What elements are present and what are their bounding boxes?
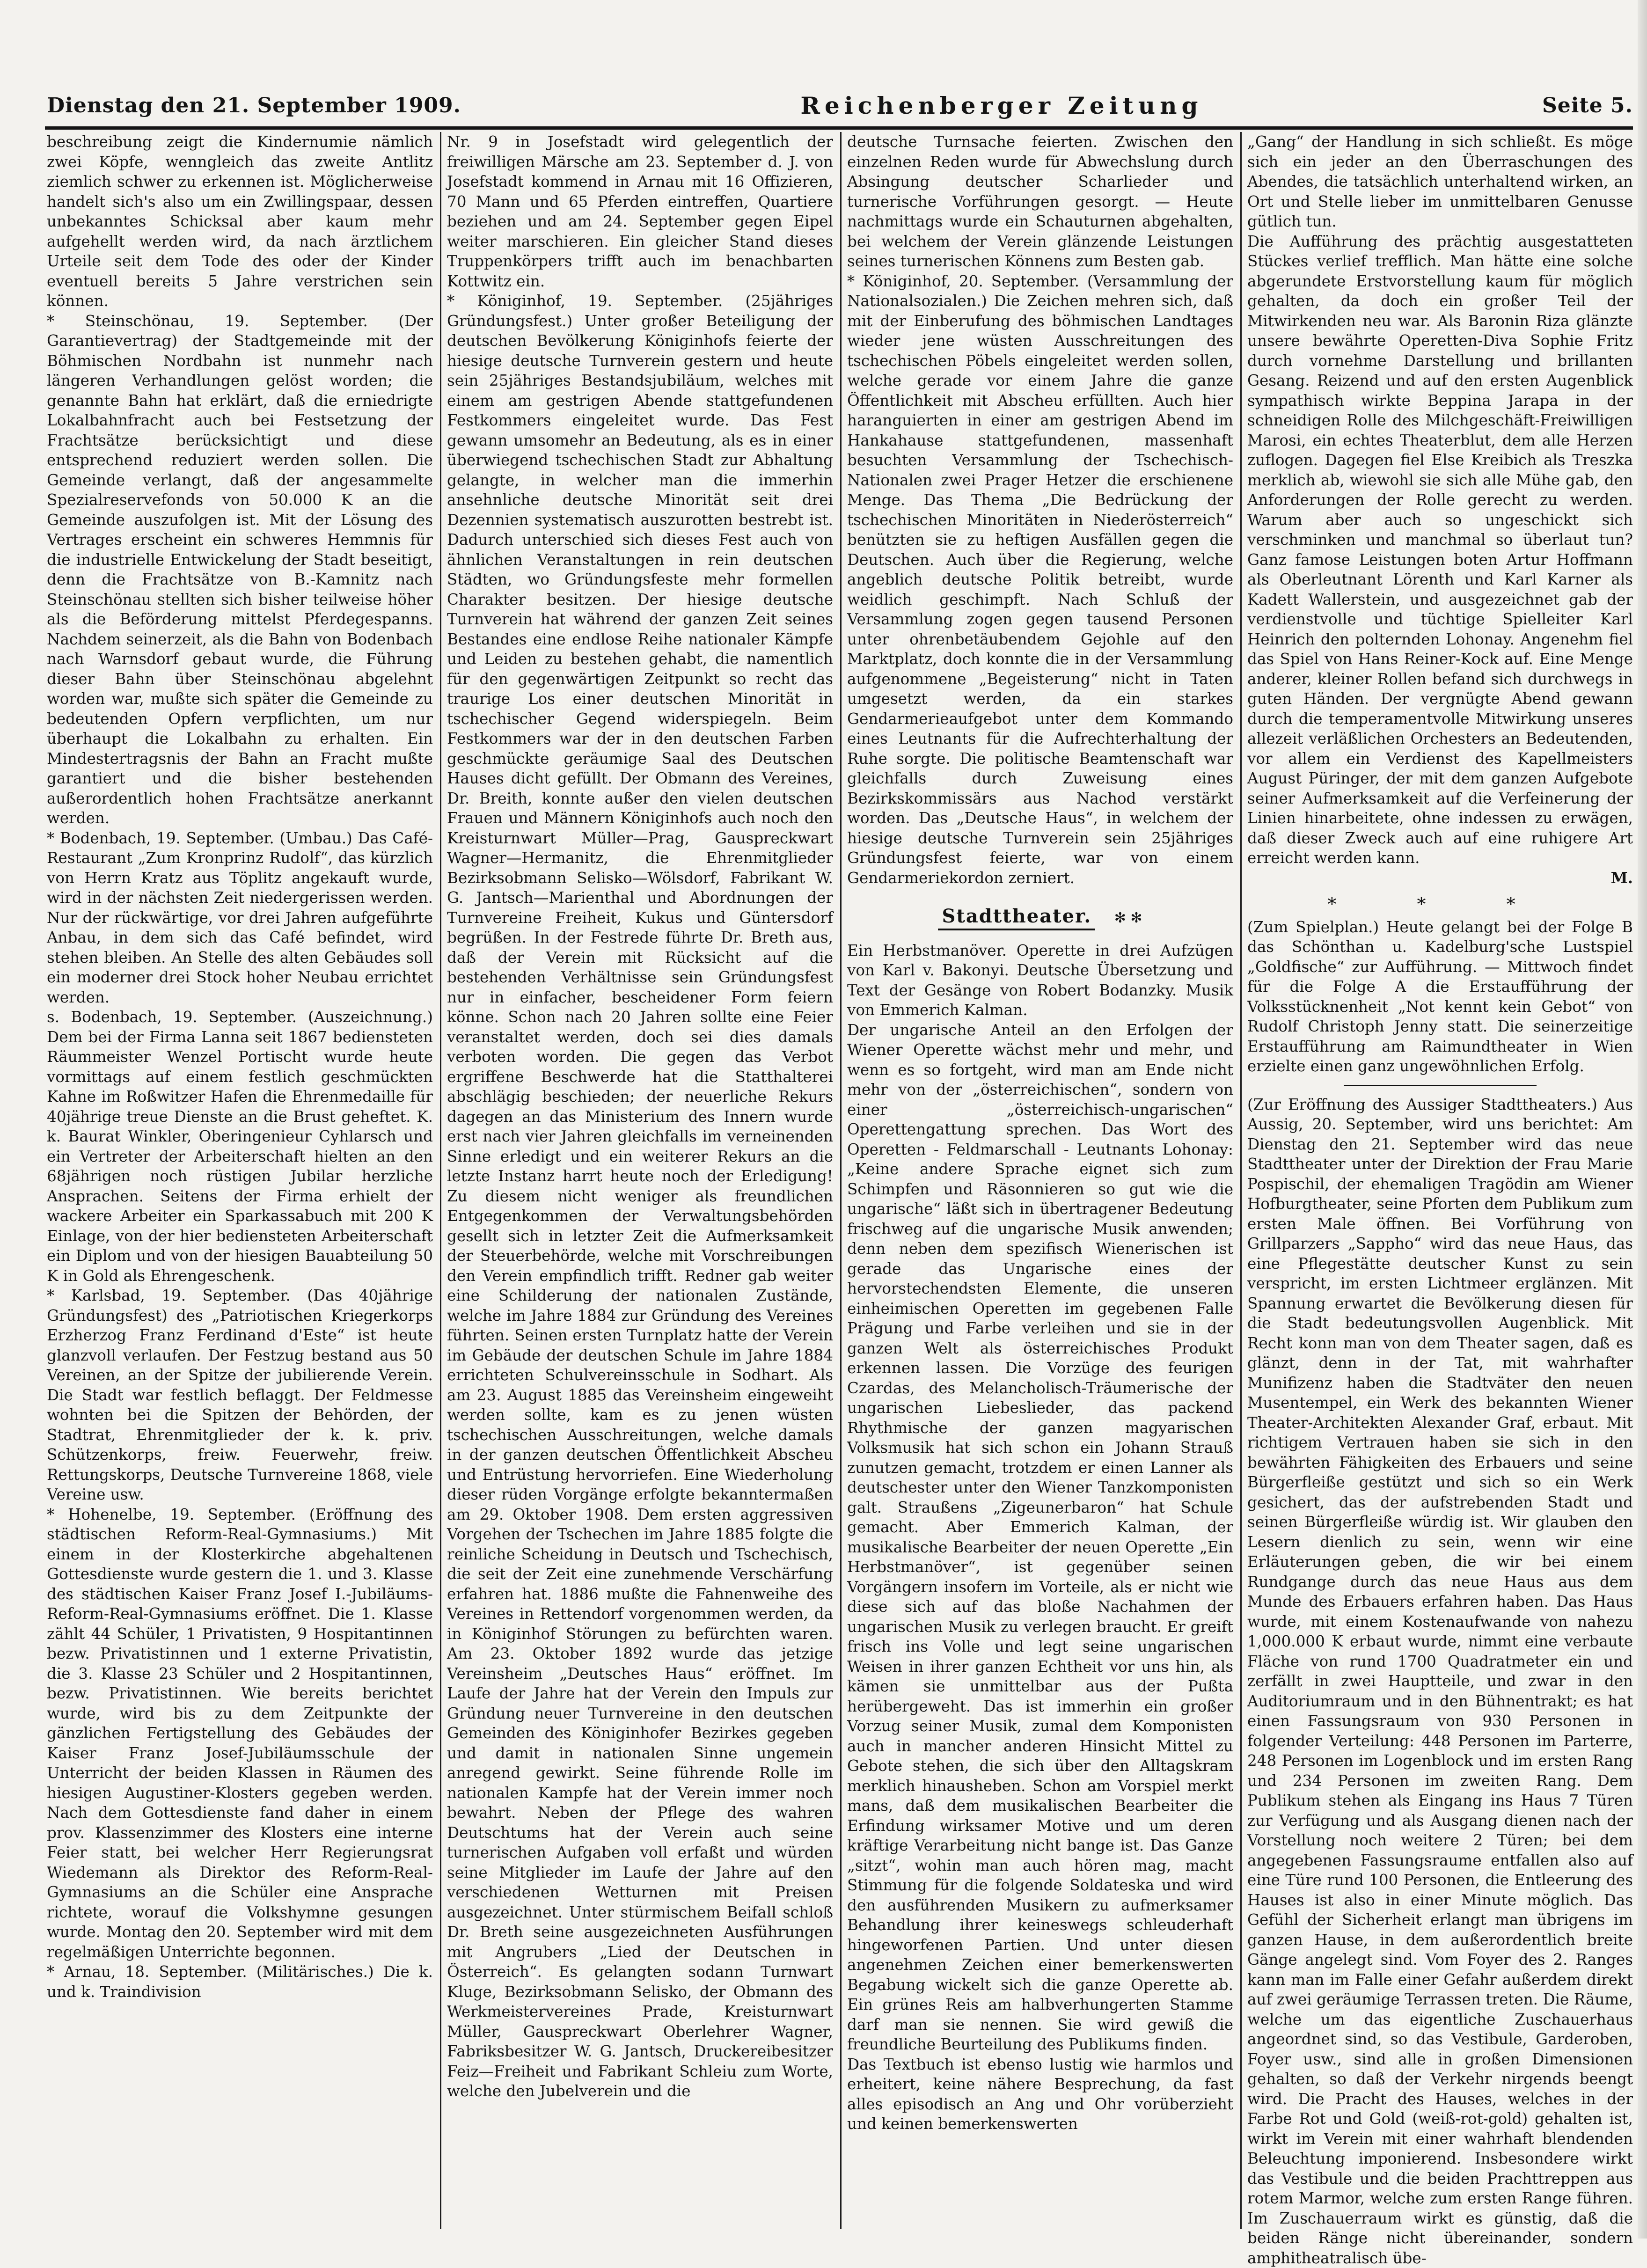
- article-spielplan: (Zum Spielplan.) Heute gelangt bei der Folge B das Schönthan u. Kadelburg'sche Lustspiel „Goldfische“ zur Aufführung. — Mittwoch findet für die Folge A die Erstaufführung der Volksstücknenheit „Not kennt kein Gebot“ von Rudolf Christoph Jenny statt. Die seinerzeitige Erstaufführung am Raimundtheater in Wien erzielte einen ganz ungewöhnlichen Erfolg.: [1247, 917, 1633, 1076]
- column-2: [447, 132, 833, 2229]
- section-heading-wrap: [847, 907, 1233, 930]
- header-rule: [45, 126, 1633, 130]
- article-bodenbach-umbau: * Bodenbach, 19. September. (Umbau.) Das Café-Restaurant „Zum Kronprinz Rudolf“, das kürzlich von Herrn Kratz aus Töplitz angekauft wurde, wird in der nächsten Zeit niedergerissen werden. Nur der rückwärtige, vor drei Jahren aufgeführte Anbau, in dem sich das Café befindet, wird stehen bleiben. An Stelle des alten Gebäudes soll ein moderner drei Stock hoher Neubau errichtet werden.: [47, 828, 433, 1008]
- column-divider: [440, 132, 441, 2229]
- article-steinschoenau: * Steinschönau, 19. September. (Der Garantievertrag) der Stadtgemeinde mit der Böhmischen Nordbahn ist nunmehr nach längeren Verhandlungen gelöst worden; die genannte Bahn hat erklärt, daß die erniedrigte Lokalbahnfracht auch bei Festsetzung der Frachtsätze berücksichtigt und diese entsprechend reduziert werden sollen. Die Gemeinde verlangt, daß der angesammelte Spezialreservefonds von 50.000 K an die Gemeinde auszufolgen ist. Mit der Lösung des Vertrages erscheint ein schweres Hemmnis für die industrielle Entwickelung der Stadt beseitigt, denn die Frachtsätze von B.-Kamnitz nach Steinschönau stellten sich bisher teilweise höher als die Beförderung mittelst Pferdegespanns. Nachdem seinerzeit, als die Bahn von Bodenbach nach Warnsdorf gebaut wurde, die Führung dieser Bahn über Steinschönau abgelehnt worden war, mußte sich später die Gemeinde zu bedeutenden Opfern verpflichten, um nur überhaupt die Lokalbahn zu erhalten. Ein Mindestertragsnis der Bahn an Fracht mußte garantiert und die bisher bestehenden außerordentlich hohen Frachtsätze anerkannt werden.: [47, 311, 433, 828]
- article-arnau: * Arnau, 18. September. (Militärisches.) Die k. und k. Traindivision: [47, 1962, 433, 2002]
- article-bodenbach-auszeichnung: s. Bodenbach, 19. September. (Auszeichnung.) Dem bei der Firma Lanna seit 1867 bediensteten Räummeister Wenzel Portischt wurde heute vormittags auf einem festlich geschmückten Kahne im Roßwitzer Hafen die Ehrenmedaille für 40jährige treue Dienste an die Brust geheftet. K. k. Baurat Winkler, Oberingenieur Cyhlarsch und ein Vertreter der Arbeiterschaft hielten an den 68jährigen noch rüstigen Jubilar herzliche Ansprachen. Seitens der Firma erhielt der wackere Arbeiter ein Sparkassabuch mit 200 K Einlage, von der hier bediensteten Arbeiterschaft ein Diplom und von der hiesigen Bauabteilung 50 K in Gold als Ehrengeschenk.: [47, 1007, 433, 1286]
- column-3: [847, 132, 1233, 2229]
- review-performance: Die Aufführung des prächtig ausgestatteten Stückes verlief trefflich. Man hätte eine solche abgerundete Erstvorstellung kaum für möglich gehalten, da doch ein großer Teil der Mitwirkenden neu war. Als Baronin Riza glänzte unsere bewährte Operetten-Diva Sophie Fritz durch vornehme Darstellung und brillanten Gesang. Reizend und auf den ersten Augenblick sympathisch wirkte Beppina Jarapa in der schneidigen Rolle des Milchgeschäft-Freiwilligen Marosi, ein echtes Theaterblut, dem alle Herzen zuflogen. Dagegen fiel Else Kreibich als Treszka merklich ab, wiewohl sie sich alle Mühe gab, den Anforderungen der Rolle gerecht zu werden. Warum aber auch so ungeschickt sich verschminken und manchmal so überlaut tun? Ganz famose Leistungen boten Artur Hoffmann als Oberleutnant Lörenth und Karl Karner als Kadett Wallerstein, und ausgezeichnet gab der verdienstvolle und tüchtige Spielleiter Karl Heinrich den polternden Lohonay. Angenehm fiel das Spiel von Hans Reiner-Kock auf. Eine Menge anderer, kleiner Rollen befand sich durchwegs in guten Händen. Der vergnügte Abend gewann durch die temperamentvolle Mitwirkung unseres allezeit verläßlichen Orchesters an Bedeutenden, vor allem ein Verdienst des Kapellmeisters August Püringer, der mit dem ganzen Aufgebote seiner Aufmerksamkeit auf die Verfeinerung der Linien hinarbeitete, ohne indessen zu erwägen, daß dieser Zweck auch auf eine ruhigere Art erreicht werden kann.: [1247, 232, 1633, 868]
- section-title-stadttheater: Stadttheater.: [938, 907, 1095, 930]
- page-number: Seite 5.: [1542, 94, 1633, 117]
- article-aussig-theater: (Zur Eröffnung des Aussiger Stadttheaters.) Aus Aussig, 20. September, wird uns berichtet: Am Dienstag den 21. September wird das neue Stadttheater unter der Direktion der Frau Marie Pospischil, der ehemaligen Tragödin am Wiener Hofburgtheater, seine Pforten dem Publikum zum ersten Male öffnen. Bei Vorführung von Grillparzers „Sappho“ wird das neue Haus, das eine Pflegestätte deutscher Kunst zu sein verspricht, im ersten Lichtmeer erglänzen. Mit Spannung erwartet die Bevölkerung diesen für die Stadt bedeutungsvollen Augenblick. Mit Recht konn man von dem Theater sagen, daß es glänzt, denn in der Tat, mit wahrhafter Munifizenz haben die Stadtväter den neuen Musentempel, ein Werk des bekannten Wiener Theater-Architekten Alexander Graf, erbaut. Mit richtigem Vertrauen haben sie sich in den bewährten Fähigkeiten des Erbauers und seine Bürgerfleiße gestützt und sich so ein Werk gesichert, das der aufstrebenden Stadt und seinen Bürgerfleiße würdig ist. Wir glauben den Lesern dienlich zu sein, wenn wir eine Erläuterungen geben, die wir bei einem Rundgange durch das neue Haus aus dem Munde des Erbauers erfahren haben. Das Haus wurde, mit einem Kostenaufwande von nahezu 1,000.000 K erbaut wurde, nimmt eine verbaute Fläche von rund 1700 Quadratmeter ein und zerfällt in zwei Hauptteile, und zwar in den Auditoriumraum und in den Bühnentrakt; es hat einen Fassungsraum von 930 Personen in folgender Verteilung: 448 Personen im Parterre, 248 Personen im Logenblock und im ersten Rang und 234 Personen im zweiten Rang. Dem Publikum stehen als Eingang ins Haus 7 Türen zur Verfügung und als Ausgang dienen nach der Vorstellung noch weitere 2 Türen; bei dem angegebenen Fassungsraume entfallen also auf eine Türe rund 100 Personen, die Entleerung des Hauses ist also in einer Minute möglich. Das Gefühl der Sicherheit erlangt man übrigens im ganzen Hause, in dem außerordentlich breite Gänge angelegt sind. Vom Foyer des 2. Ranges kann man im Falle einer Gefahr außerdem direkt auf zwei geräumige Terrassen treten. Die Räume, welche um das eigentliche Zuschauerhaus angeordnet sind, so das Vestibule, Garderoben, Foyer usw., sind alle in großen Dimensionen gehalten, so daß der Verkehr nirgends beengt wird. Die Pracht des Hauses, welches in der Farbe Rot und Gold (weiß-rot-gold) gehalten ist, wirkt im Verein mit einer wahrhaft blendenden Beleuchtung imponierend. Insbesondere wirkt das Vestibule und die beiden Prachttreppen aus rotem Marmor, welche zum ersten Range führen. Im Zuschauerraum wirkt es günstig, daß die beiden Ränge nicht übereinander, sondern amphitheatralisch übe-: [1247, 1095, 1633, 2268]
- article-koeniginhof-continued: deutsche Turnsache feierten. Zwischen den einzelnen Reden wurde für Abwechslung durch Absingung deutscher Scharlieder und turnerische Vorführungen gesorgt. — Heute nachmittags wurde ein Schauturnen abgehalten, bei welchem der Verein glänzende Leistungen seines turnerischen Könnens zum Besten gab.: [847, 132, 1233, 271]
- text-columns: [47, 132, 1633, 2229]
- article-koeniginhof-versammlung: * Königinhof, 20. September. (Versammlung der Nationalsozialen.) Die Zeichen mehren sich, daß mit der Einberufung des böhmischen Landtages wieder jene wüsten Ausschreitungen des tschechischen Pöbels eingeleitet werden sollen, welche gerade vor einem Jahre die ganze Öffentlichkeit mit Abscheu erfüllten. Auch hier haranguierten in einer am gestrigen Abend im Hankahause stattgefundenen, massenhaft besuchten Versammlung der Tschechisch-Nationalen zwei Prager Hetzer die erschienene Menge. Das Thema „Die Bedrückung der tschechischen Minoritäten in Niederösterreich“ benützten sie zu heftigen Ausfällen gegen die Deutschen. Auch über die Regierung, welche angeblich deutsche Politik betreibt, wurde weidlich geschimpft. Nach Schluß der Versammlung zogen gegen tausend Personen unter ohrenbetäubendem Gejohle auf den Marktplatz, doch konnte die in der Versammlung aufgenommene „Begeisterung“ nicht in Taten umgesetzt werden, da ein starkes Gendarmerieaufgebot unter dem Kommando eines Leutnants für die Aufrechterhaltung der Ruhe sorgte. Die politische Beamtenschaft war gleichfalls durch Zuweisung eines Bezirkskommissärs aus Nachod verstärkt worden. Das „Deutsche Haus“, in welchem der hiesige deutsche Turnverein sein 25jähriges Gründungsfest feierte, war von einem Gendarmeriekordon zerniert.: [847, 271, 1233, 888]
- column-1: [47, 132, 433, 2229]
- article-arnau-continued: Nr. 9 in Josefstadt wird gelegentlich der freiwilligen Märsche am 23. September d. J. von Josefstadt kommend in Arnau mit 16 Offizieren, 70 Mann und 65 Pferden eintreffen, Quartiere beziehen und am 24. September gegen Eipel weiter marschieren. Ein gleicher Stand dieses Truppenkörpers trifft auch im benachbarten Kottwitz ein.: [447, 132, 833, 291]
- page-edge: [1638, 0, 1647, 2239]
- divider-rule: [1344, 1085, 1537, 1086]
- article-koeniginhof-gruendungsfest: * Königinhof, 19. September. (25jähriges Gründungsfest.) Unter großer Beteiligung der deutschen Bevölkerung Königinhofs feierte der hiesige deutsche Turnverein gestern und heute sein 25jähriges Bestandsjubiläum, welches mit einem am gestrigen Abende stattgefundenen Festkommers eingeleitet wurde. Das Fest gewann umsomehr an Bedeutung, als es in einer überwiegend tschechischen Stadt zur Abhaltung gelangte, in welcher man die immerhin ansehnliche deutsche Minorität seit drei Dezennien systematisch auszurotten bestrebt ist. Dadurch unterschied sich dieses Fest auch von ähnlichen Veranstaltungen in rein deutschen Städten, wo Gründungsfeste mehr formellen Charakter besitzen. Der hiesige deutsche Turnverein hat während der ganzen Zeit seines Bestandes eine endlose Reihe nationaler Kämpfe und Leiden zu bestehen gehabt, die namentlich für den gegenwärtigen Zeitpunkt so recht das traurige Los einer deutschen Minorität in tschechischer Gegend widerspiegeln. Beim Festkommers war der in den deutschen Farben geschmückte geräumige Saal des Deutschen Hauses dicht gefüllt. Der Obmann des Vereines, Dr. Breith, konnte außer den vielen deutschen Frauen und Männern Königinhofs auch noch den Kreisturnwart Müller—Prag, Gauspreckwart Wagner—Hermanitz, die Ehrenmitglieder Bezirksobmann Selisko—Wölsdorf, Fabrikant W. G. Jantsch—Marienthal und Abordnungen der Turnvereine Freiheit, Kukus und Güntersdorf begrüßen. In der Festrede führte Dr. Breth aus, daß der Verein mit Rücksicht auf die bestehenden Verhältnisse sein Gründungsfest nur in einfacher, bescheidener Form feiern könne. Schon nach 20 Jahren sollte eine Feier veranstaltet werden, doch sei dies damals verboten worden. Die gegen das Verbot ergriffene Beschwerde hat die Statthalterei abschlägig beschieden; der neuerliche Rekurs dagegen an das Ministerium des Innern wurde erst nach vier Jahren gleichfalls im verneinenden Sinne erledigt und ein weiterer Rekurs an die letzte Instanz harrt heute noch der Erledigung! Zu diesem nicht weniger als freundlichen Entgegenkommen der Verwaltungsbehörden gesellt sich in letzter Zeit die Aufmerksamkeit der Steuerbehörde, welche mit Vorschreibungen den Verein empfindlich trifft. Redner gab weiter eine Schilderung der nationalen Zustände, welche im Jahre 1884 zur Gründung des Vereines führten. Seinen ersten Turnplatz hatte der Verein im Gebäude der deutschen Schule im Jahre 1884 errichteten Schulvereinsschule in Sodhart. Als am 23. August 1885 das Vereinsheim eingeweiht werden sollte, kam es zu jenen wüsten tschechischen Ausschreitungen, welche damals in der ganzen deutschen Öffentlichkeit Abscheu und Entrüstung hervorriefen. Eine Wiederholung dieser rüden Vorgänge erfolgte bekanntermaßen am 29. Oktober 1908. Dem ersten aggressiven Vorgehen der Tschechen im Jahre 1885 folgte die reinliche Scheidung in Deutsch und Tschechisch, die seit der Zeit eine zunehmende Verschärfung erfahren hat. 1886 mußte die Fahnenweihe des Vereines in Rettendorf vorgenommen werden, da in Königinhof Störungen zu befürchten waren. Am 23. Oktober 1892 wurde das jetzige Vereinsheim „Deutsches Haus“ eröffnet. Im Laufe der Jahre hat der Verein den Impuls zur Gründung neuer Turnvereine in den deutschen Gemeinden des Königinhofer Bezirkes gegeben und damit in nationalen Sinne ungemein anregend gewirkt. Seine führende Rolle im nationalen Kampfe hat der Verein immer noch bewahrt. Neben der Pflege des wahren Deutschtums hat der Verein auch seine turnerischen Aufgaben voll erfaßt und würden seine Mitglieder im Laufe der Jahre auf den verschiedenen Wetturnen mit Preisen ausgezeichnet. Unter stürmischem Beifall schloß Dr. Breth seine ausgezeichneten Ausführungen mit Angrubers „Lied der Deutschen in Österreich“. Es gelangten sodann Turnwart Kluge, Bezirksobmann Selisko, der Obmann des Werkmeistervereines Prade, Kreisturnwart Müller, Gauspreckwart Oberlehrer Wagner, Fabriksbesitzer W. G. Jantsch, Druckereibesitzer Feiz—Freiheit und Fabrikant Schleiu zum Worte, welche den Jubelverein und die: [447, 291, 833, 2101]
- review-paragraph: Das Textbuch ist ebenso lustig wie harmlos und erheitert, keine nähere Besprechung, da fast alles episodisch an Ang und Ohr vorüberzieht und keinen bemerkenswerten: [847, 2055, 1233, 2134]
- section-ornament: ✻ ✻: [1114, 910, 1142, 926]
- review-signature: M.: [1247, 868, 1633, 888]
- review-paragraph: Der ungarische Anteil an den Erfolgen der Wiener Operette wächst mehr und mehr, und wenn es so fortgeht, wird man am Ende nicht mehr von der „österreichischen“, sondern von einer „österreichisch-ungarischen“ Operettengattung sprechen. Das Wort des Operetten - Feldmarschall - Leutnants Lohonay: „Keine andere Sprache eignet sich zum Schimpfen und Räsonnieren so gut wie die ungarische“ läßt sich in übertragener Bedeutung frischweg auf die ungarische Musik anwenden; denn neben dem spezifisch Wienerischen ist gerade das Ungarische eines der hervorstechendsten Elemente, die unseren einheimischen Operetten im gegebenen Falle Prägung und Farbe verleihen und sie in der ganzen Welt als österreichisches Produkt erkennen lassen. Die Vorzüge des feurigen Czardas, des Melancholisch-Träumerische der ungarischen Liebeslieder, das packend Rhythmische der ganzen magyarischen Volksmusik hat sich schon ein Johann Strauß zunutzen gemacht, trotzdem er einen Lanner als deutschester unter den Wiener Tanzkomponisten galt. Straußens „Zigeunerbaron“ hat Schule gemacht. Aber Emmerich Kalman, der musikalische Bearbeiter der neuen Operette „Ein Herbstmanöver“, ist gegenüber seinen Vorgängern insofern im Vorteile, als er nicht wie diese sich auf das bloße Nachahmen der ungarischen Musik zu verlegen braucht. Er greift frisch ins Volle und legt seine ungarischen Weisen in ihrer ganzen Echtheit vor uns hin, als kämen sie unmittelbar aus der Pußta herübergeweht. Das ist immerhin ein großer Vorzug seiner Musik, zumal dem Komponisten auch in mancher anderen Hinsicht Mittel zu Gebote stehen, die sich über den Alltagskram merklich hinausheben. Schon am Vorspiel merkt mans, daß dem musikalischen Bearbeiter die Erfindung wirksamer Motive und um deren kräftige Verarbeitung nicht bange ist. Das Ganze „sitzt“, wohin man auch hören mag, macht Stimmung für die folgende Soldateska und wird den ausführenden Musikern zu aufmerksamer Behandlung ihrer keineswegs schleuderhaft hingeworfenen Partien. Und unter diesen angenehmen Zeichen einer bemerkenswerten Begabung wickelt sich die ganze Operette ab. Ein grünes Reis am halbverhungerten Stamme darf man sie nennen. Sie wird gewiß die freundliche Beurteilung des Publikums finden.: [847, 1020, 1233, 2055]
- page-header: [47, 84, 1633, 126]
- column-4: [1247, 132, 1633, 2229]
- article-karlsbad: * Karlsbad, 19. September. (Das 40jährige Gründungsfest) des „Patriotischen Kriegerkorps Erzherzog Franz Ferdinand d'Este“ ist heute glanzvoll verlaufen. Der Festzug bestand aus 50 Vereinen, an der Spitze der jubilierende Verein. Die Stadt war festlich beflaggt. Der Feldmesse wohnten bei die Spitzen der Behörden, der Stadtrat, Ehrenmitglieder der k. k. priv. Schützenkorps, freiw. Feuerwehr, freiw. Rettungskorps, Deutsche Turnvereine 1868, viele Vereine usw.: [47, 1286, 433, 1505]
- column-divider: [1240, 132, 1242, 2229]
- review-title: Ein Herbstmanöver. Operette in drei Aufzügen von Karl v. Bakonyi. Deutsche Übersetzung und Text der Gesänge von Robert Bodanzky. Musik von Emmerich Kalman.: [847, 941, 1233, 1020]
- newspaper-masthead: Reichenberger Zeitung: [800, 92, 1202, 119]
- review-continued: „Gang“ der Handlung in sich schließt. Es möge sich ein jeder an den Überraschungen des Abendes, die tatsächlich unterhaltend wirken, an Ort und Stelle lieber im unmittelbaren Genusse gütlich tun.: [1247, 132, 1633, 232]
- column-divider: [840, 132, 842, 2229]
- article-hohenelbe: * Hohenelbe, 19. September. (Eröffnung des städtischen Reform-Real-Gymnasiums.) Mit einem in der Klosterkirche abgehaltenen Gottesdienste wurde gestern die 1. und 3. Klasse des städtischen Kaiser Franz Josef I.-Jubiläums-Reform-Real-Gymnasiums eröffnet. Die 1. Klasse zählt 44 Schüler, 1 Privatisten, 9 Hospitantinnen bezw. Privatistinnen und 1 externe Privatistin, die 3. Klasse 23 Schüler und 2 Hospitantinnen, bezw. Privatistinnen. Wie bereits berichtet wurde, wird bis zu dem Zeitpunkte der gänzlichen Fertigstellung des Gebäudes der Kaiser Franz Josef-Jubiläumsschule der Unterricht der beiden Klassen in Räumen des hiesigen Augustiner-Klosters gegeben werden. Nach dem Gottesdienste fand daher in einem prov. Klassenzimmer des Klosters eine interne Feier statt, bei welcher Herr Regierungsrat Wiedemann als Direktor des Reform-Real-Gymnasiums an die Schüler eine Ansprache richtete, worauf die Volkshymne gesungen wurde. Montag den 20. September wird mit dem regelmäßigen Unterrichte begonnen.: [47, 1505, 433, 1962]
- section-stars: * * *: [1247, 894, 1633, 915]
- issue-date: Dienstag den 21. September 1909.: [47, 94, 461, 117]
- article-paragraph: beschreibung zeigt die Kindernumie nämlich zwei Köpfe, wenngleich das zweite Antlitz ziemlich schwer zu erkennen ist. Möglicherweise handelt sich's also um ein Zwillingspaar, dessen unbekanntes Schicksal aber kaum mehr aufgehellt werden wird, da nach ärztlichem Urteile seit dem Tode des oder der Kinder eventuell bereits 5 Jahre verstrichen sein können.: [47, 132, 433, 311]
